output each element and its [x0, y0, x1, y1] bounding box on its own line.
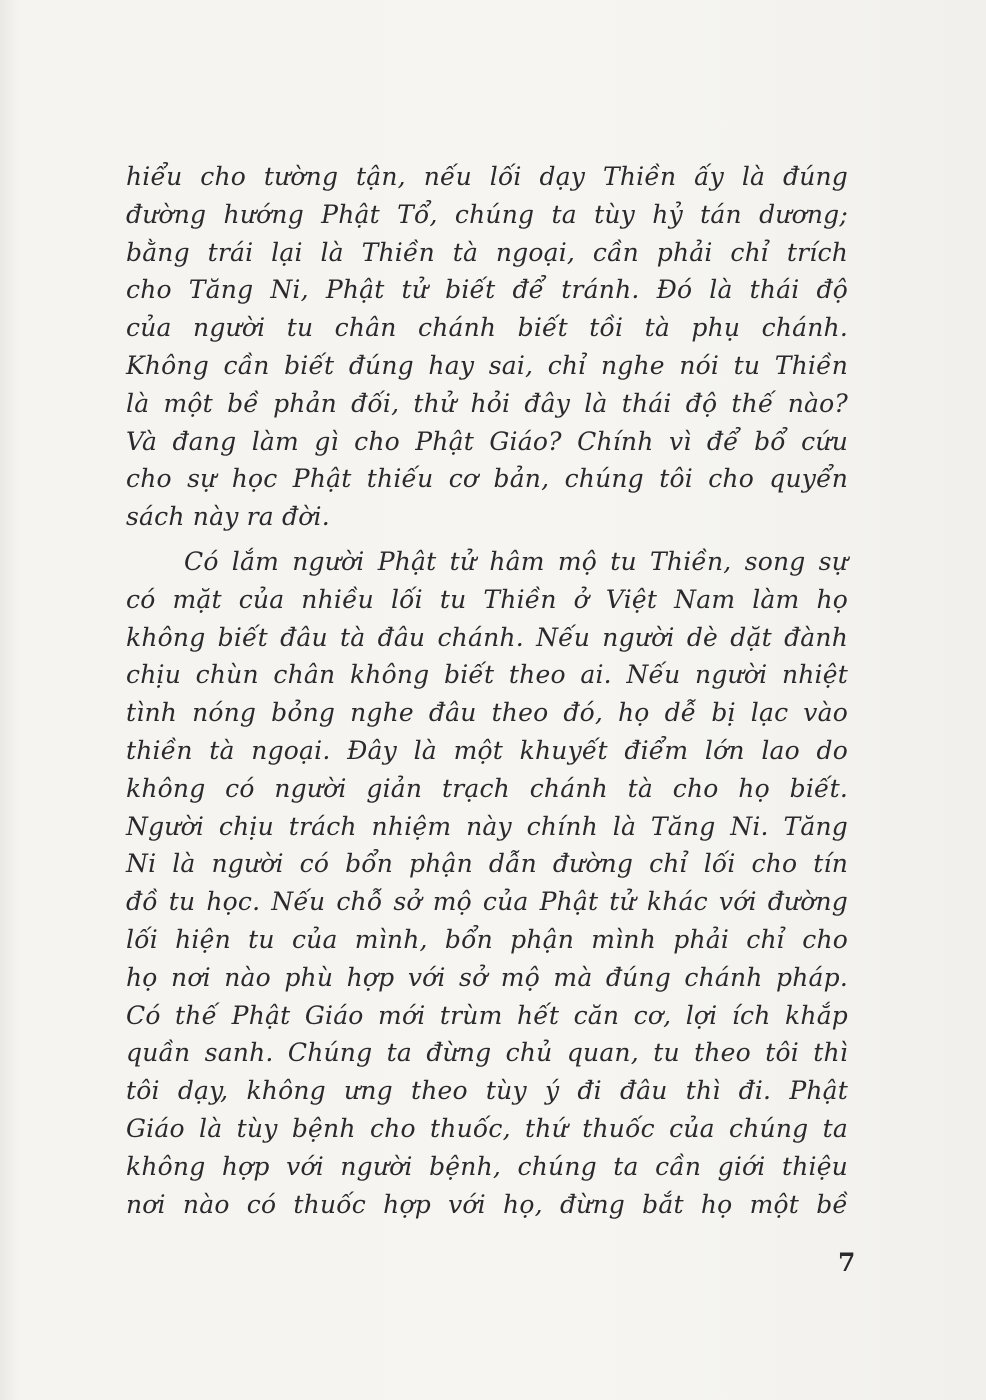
text-line: tình nóng bỏng nghe đâu theo đó, họ dễ bị lạc vào: [126, 698, 848, 728]
text-line: không biết đâu tà đâu chánh. Nếu người dè dặt đành: [126, 622, 848, 652]
text-line: Ni là người có bổn phận dẫn đường chỉ lối cho tín: [126, 849, 848, 879]
text-line: chịu chùn chân không biết theo ai. Nếu người nhiệt: [126, 660, 848, 690]
text-line: Không cần biết đúng hay sai, chỉ nghe nói tu Thiền: [126, 350, 848, 380]
text-line: quần sanh. Chúng ta đừng chủ quan, tu theo tôi thì: [126, 1038, 848, 1068]
text-line: Có thế Phật Giáo mới trùm hết căn cơ, lợi ích khắp: [126, 1000, 848, 1030]
text-line: là một bề phản đối, thử hỏi đây là thái độ thế nào?: [126, 388, 848, 418]
paragraph-2: [126, 543, 848, 1223]
text-line: không hợp với người bệnh, chúng ta cần giới thiệu: [126, 1151, 848, 1181]
text-line: hiểu cho tường tận, nếu lối dạy Thiền ấy là đúng: [126, 162, 848, 191]
text-line: nơi nào có thuốc hợp với họ, đừng bắt họ một bề: [126, 1189, 848, 1219]
text-line: Giáo là tùy bệnh cho thuốc, thứ thuốc của chúng ta: [126, 1113, 848, 1143]
text-line: bằng trái lại là Thiền tà ngoại, cần phải chỉ trích: [126, 237, 848, 267]
text-line: sách này ra đời.: [126, 502, 330, 532]
paragraph-gap: [126, 536, 848, 543]
paragraph-1: [126, 158, 848, 536]
text-line: cho sự học Phật thiếu cơ bản, chúng tôi cho quyển: [126, 464, 848, 494]
text-line: không có người giản trạch chánh tà cho họ biết.: [126, 773, 848, 803]
text-line: có mặt của nhiều lối tu Thiền ở Việt Nam làm họ: [126, 584, 848, 614]
page-number: 7: [838, 1248, 856, 1277]
text-line: Và đang làm gì cho Phật Giáo? Chính vì để bổ cứu: [126, 426, 848, 456]
text-line: họ nơi nào phù hợp với sở mộ mà đúng chánh pháp.: [126, 962, 848, 992]
text-line: thiền tà ngoại. Đây là một khuyết điểm lớn lao do: [126, 735, 848, 765]
text-line: Có lắm người Phật tử hâm mộ tu Thiền, song sự: [184, 546, 848, 576]
text-line: lối hiện tu của mình, bổn phận mình phải chỉ cho: [126, 924, 848, 954]
text-line: cho Tăng Ni, Phật tử biết để tránh. Đó là thái độ: [126, 275, 848, 305]
text-line: đồ tu học. Nếu chỗ sở mộ của Phật tử khác với đường: [126, 887, 848, 917]
text-line: tôi dạy, không ưng theo tùy ý đi đâu thì đi. Phật: [126, 1076, 848, 1106]
text-line: của người tu chân chánh biết tồi tà phụ chánh.: [126, 313, 848, 343]
text-line: đường hướng Phật Tổ, chúng ta tùy hỷ tán dương;: [126, 199, 848, 229]
text-line: Người chịu trách nhiệm này chính là Tăng Ni. Tăng: [126, 811, 848, 841]
body-text: [126, 158, 848, 1223]
